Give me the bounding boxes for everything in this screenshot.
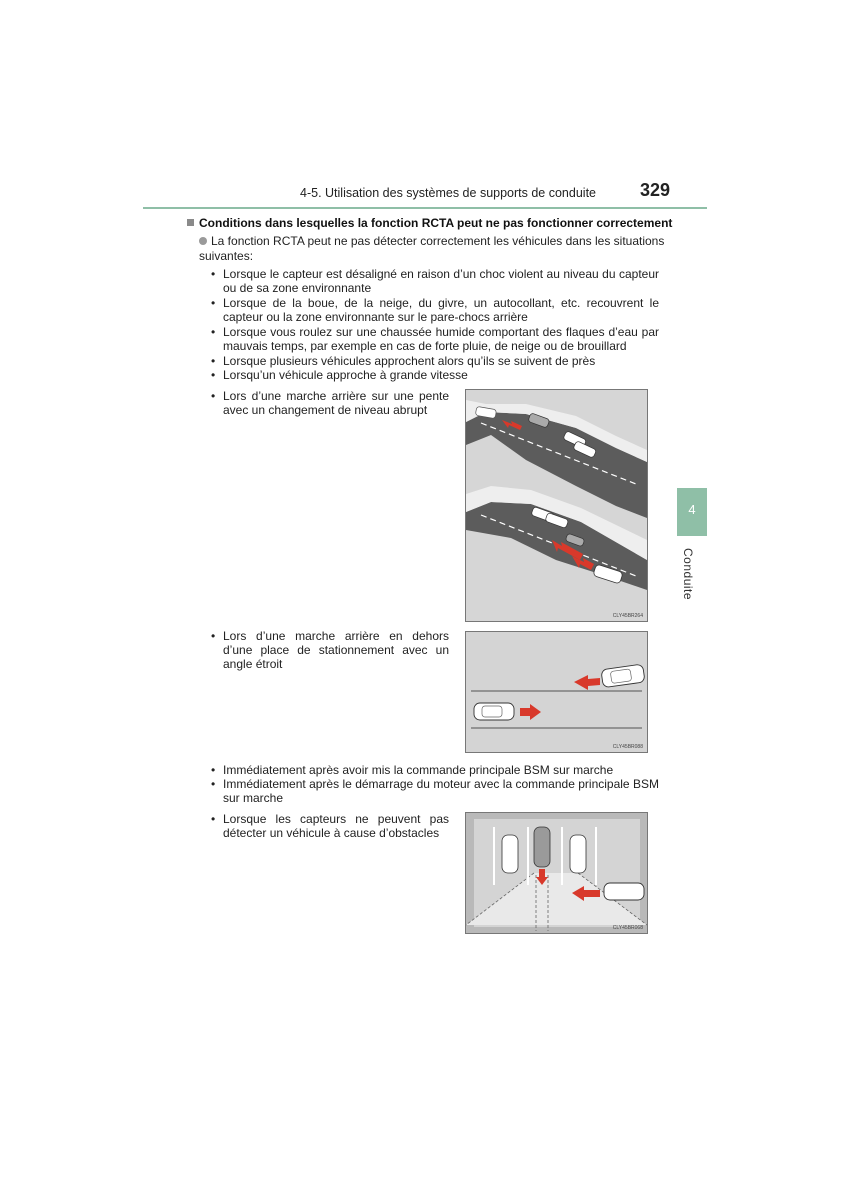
list-item-text: Lorsqu’un véhicule approche à grande vitesse [223, 368, 468, 382]
figure-code: CLY45BR088 [612, 744, 643, 750]
narrow-angle-illustration [465, 631, 648, 753]
bullet-icon: • [211, 325, 216, 339]
chapter-label: Conduite [681, 548, 695, 601]
intro-paragraph [199, 234, 669, 263]
bullet-icon: • [211, 763, 216, 777]
list-item-text: Immédiatement après avoir mis la commande principale BSM sur marche [223, 763, 614, 777]
bullet-icon: • [211, 354, 216, 368]
bullet-icon: • [211, 368, 216, 382]
list-item [211, 629, 449, 671]
bullet-icon: • [211, 629, 216, 643]
list-item [211, 368, 659, 382]
bullet-icon: • [211, 267, 216, 281]
list-item-text: Lorsque le capteur est désaligné en raison d’un choc violent au niveau du capteur ou de sa zone environnante [223, 267, 659, 295]
list-item [211, 812, 449, 840]
list-item-text: Lorsque les capteurs ne peuvent pas détecter un véhicule à cause d’obstacles [223, 812, 449, 840]
square-bullet-icon [187, 219, 194, 226]
bullet-icon: • [211, 812, 216, 826]
list-item [211, 763, 659, 777]
circle-bullet-icon [199, 237, 207, 245]
intro-text: La fonction RCTA peut ne pas détecter correctement les véhicules dans les situations suivantes: [199, 234, 665, 263]
bullet-icon: • [211, 777, 216, 791]
bullet-icon: • [211, 296, 216, 310]
list-item [211, 267, 659, 295]
list-item [211, 354, 659, 368]
chapter-tab: 4 [677, 488, 707, 536]
figure-code: CLY45BR068 [612, 925, 643, 931]
obstacles-illustration [465, 812, 648, 934]
section-title-text: Conditions dans lesquelles la fonction RCTA peut ne pas fonctionner correctement [199, 216, 673, 230]
page-number: 329 [640, 180, 671, 200]
figure-code: CLY45BR264 [612, 613, 643, 619]
section-title [187, 216, 672, 230]
list-item-text: Immédiatement après le démarrage du moteur avec la commande principale BSM sur marche [223, 777, 659, 805]
slope-illustration [465, 389, 648, 622]
list-item-text: Lorsque vous roulez sur une chaussée humide comportant des flaques d’eau par mauvais temps, par exemple en cas de forte pluie, de neige ou de brouillard [223, 325, 659, 353]
list-item [211, 777, 659, 805]
list-item [211, 325, 659, 353]
list-item [211, 389, 449, 417]
list-item-text: Lors d’une marche arrière sur une pente avec un changement de niveau abrupt [223, 389, 449, 417]
running-header-section: 4-5. Utilisation des systèmes de supports de conduite [300, 186, 596, 200]
list-item-text: Lorsque plusieurs véhicules approchent alors qu’ils se suivent de près [223, 354, 596, 368]
list-item-text: Lorsque de la boue, de la neige, du givre, un autocollant, etc. recouvrent le capteur ou la zone environnante sur le pare-chocs arrière [223, 296, 659, 324]
bullet-icon: • [211, 389, 216, 403]
list-item [211, 296, 659, 324]
list-item-text: Lors d’une marche arrière en dehors d’une place de stationnement avec un angle étroit [223, 629, 449, 671]
header-rule [143, 207, 707, 209]
